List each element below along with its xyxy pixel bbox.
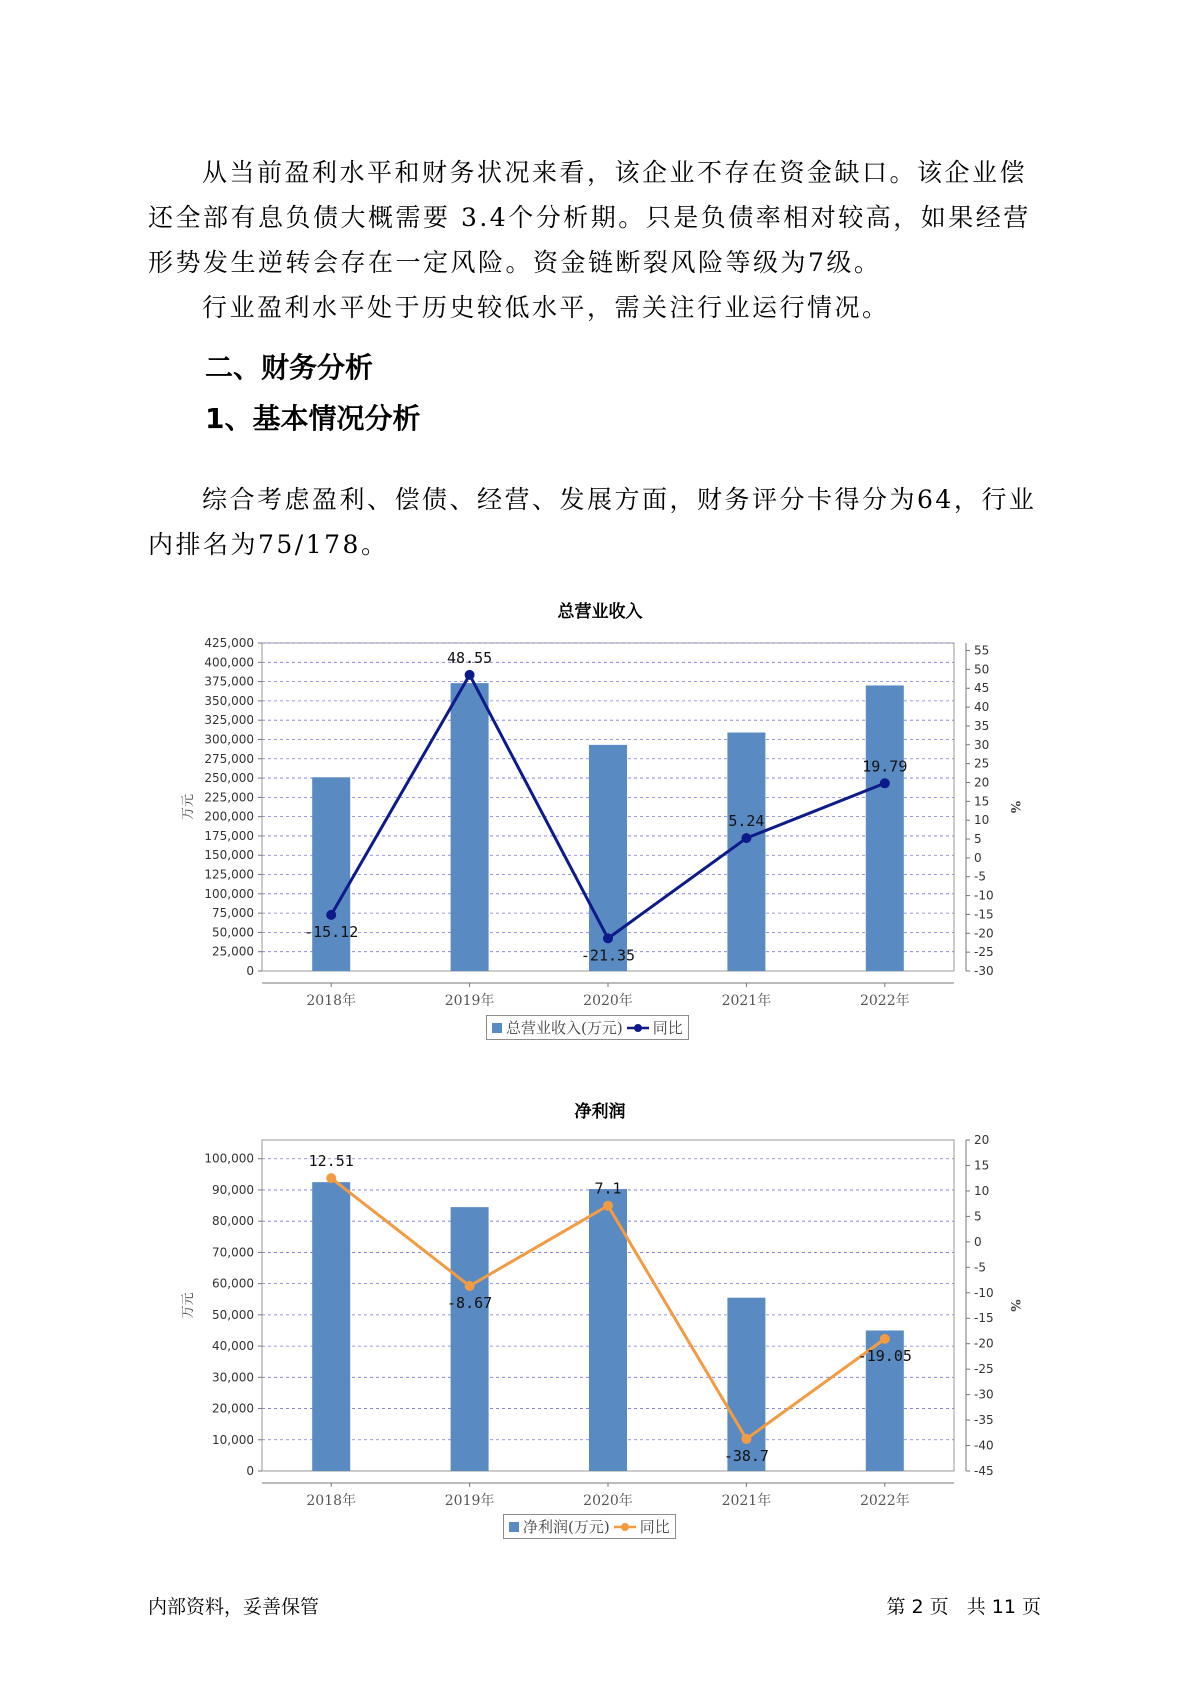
yoy-point <box>880 778 890 788</box>
y-tick-label: 40,000 <box>212 1339 254 1354</box>
yoy-data-label: -21.35 <box>580 946 636 965</box>
y2-tick-label: -10 <box>974 888 994 903</box>
y2-tick-label: 50 <box>974 662 990 677</box>
y2-axis-title: % <box>1007 1299 1022 1312</box>
y2-tick-label: -25 <box>974 1362 994 1377</box>
y-tick-label: 275,000 <box>204 751 254 766</box>
y2-tick-label: 20 <box>974 775 990 790</box>
y-axis-title: 万元 <box>181 793 196 821</box>
yoy-point <box>880 1334 890 1344</box>
bar <box>589 1189 627 1471</box>
y-tick-label: 200,000 <box>204 809 254 824</box>
y-tick-label: 25,000 <box>212 944 254 959</box>
y2-tick-label: -30 <box>974 1387 994 1402</box>
y-tick-label: 50,000 <box>212 925 254 940</box>
bar <box>312 777 350 971</box>
yoy-point <box>741 833 751 843</box>
y-tick-label: 150,000 <box>204 848 254 863</box>
y-tick-label: 400,000 <box>204 655 254 670</box>
bar <box>727 733 765 971</box>
x-tick-label: 2021年 <box>721 993 772 1009</box>
yoy-point <box>326 1173 336 1183</box>
yoy-data-label: -19.05 <box>857 1346 912 1365</box>
x-tick-label: 2020年 <box>583 1493 633 1509</box>
y-tick-label: 30,000 <box>212 1370 254 1385</box>
y-tick-label: 325,000 <box>204 713 254 728</box>
bar <box>866 685 904 971</box>
x-tick-label: 2022年 <box>859 993 910 1009</box>
y2-tick-label: 15 <box>974 1158 990 1173</box>
y2-tick-label: -15 <box>974 907 994 922</box>
y-tick-label: 20,000 <box>212 1401 254 1416</box>
legend-line-swatch <box>614 1521 636 1533</box>
y-tick-label: 225,000 <box>204 790 254 805</box>
legend-bar-label: 净利润(万元) <box>523 1518 610 1536</box>
y-tick-label: 10,000 <box>212 1432 254 1447</box>
section-heading: 二、财务分析 <box>205 351 374 384</box>
y2-tick-label: 20 <box>974 1133 990 1147</box>
legend-line-swatch <box>627 1022 649 1034</box>
bar <box>451 1207 489 1471</box>
y-tick-label: 425,000 <box>204 636 254 650</box>
y-tick-label: 50,000 <box>212 1307 254 1322</box>
yoy-data-label: 5.24 <box>728 812 765 831</box>
y2-axis-title: % <box>1007 800 1022 814</box>
y-tick-label: 0 <box>246 1464 254 1478</box>
y2-tick-label: 25 <box>974 756 990 771</box>
y2-tick-label: 35 <box>974 718 990 733</box>
y2-tick-label: 0 <box>974 1234 982 1249</box>
x-tick-label: 2019年 <box>444 1493 495 1509</box>
y-tick-label: 0 <box>246 964 254 978</box>
footer-note: 内部资料，妥善保管 <box>148 1596 320 1618</box>
y-tick-label: 350,000 <box>204 693 254 708</box>
yoy-data-label: 7.1 <box>594 1179 622 1198</box>
paragraph-score: 综合考虑盈利、偿债、经营、发展方面，财务评分卡得分为64，行业内排名为75/178。 <box>148 485 1037 559</box>
x-tick-label: 2021年 <box>721 1493 772 1509</box>
y-tick-label: 75,000 <box>212 906 254 921</box>
chart-2-title: 净利润 <box>574 1102 626 1122</box>
yoy-point <box>326 910 336 920</box>
y2-tick-label: -15 <box>974 1311 994 1326</box>
y2-tick-label: 10 <box>974 813 990 828</box>
y2-tick-label: 55 <box>974 643 990 658</box>
y-axis-title: 万元 <box>181 1292 196 1319</box>
y2-tick-label: -35 <box>974 1413 994 1428</box>
legend-bar-label: 总营业收入(万元) <box>506 1019 623 1037</box>
y2-tick-label: 45 <box>974 681 990 696</box>
yoy-point <box>603 933 613 943</box>
x-tick-label: 2018年 <box>306 1493 357 1509</box>
y-tick-label: 70,000 <box>212 1245 254 1260</box>
y-tick-label: 375,000 <box>204 674 254 689</box>
bar <box>451 683 489 971</box>
yoy-data-label: 48.55 <box>447 648 493 667</box>
y2-tick-label: 30 <box>974 737 990 752</box>
yoy-data-label: -15.12 <box>304 922 359 941</box>
y-tick-label: 100,000 <box>204 886 254 901</box>
y2-tick-label: -10 <box>974 1285 994 1300</box>
yoy-point <box>741 1434 751 1444</box>
x-tick-label: 2019年 <box>444 993 495 1009</box>
yoy-data-label: 12.51 <box>308 1152 354 1171</box>
x-tick-label: 2020年 <box>583 993 633 1009</box>
legend-line-label: 同比 <box>639 1518 670 1536</box>
y2-tick-label: 0 <box>974 850 982 865</box>
y-tick-label: 250,000 <box>204 771 254 786</box>
legend-bar-swatch <box>492 1023 502 1033</box>
legend-line-label: 同比 <box>652 1019 683 1037</box>
chart-2-legend <box>503 1514 676 1539</box>
y2-tick-label: -20 <box>974 1336 994 1351</box>
y-tick-label: 60,000 <box>212 1276 254 1291</box>
yoy-data-label: -8.67 <box>447 1293 493 1312</box>
yoy-point <box>465 1281 475 1291</box>
chart-1-legend <box>486 1015 689 1040</box>
y2-tick-label: -40 <box>974 1438 994 1453</box>
x-tick-label: 2018年 <box>306 993 357 1009</box>
yoy-point <box>603 1201 613 1211</box>
yoy-data-label: -38.7 <box>723 1446 769 1465</box>
paragraph-funding: 从当前盈利水平和财务状况来看，该企业不存在资金缺口。该企业偿还全部有息负债大概需要 3.4个分析期。只是负债率相对较高，如果经营形势发生逆转会存在一定风险。资金链断裂风险等级为7级。 <box>148 158 1031 277</box>
y-tick-label: 100,000 <box>204 1151 254 1166</box>
y2-tick-label: 15 <box>974 794 990 809</box>
y2-tick-label: 10 <box>974 1183 990 1198</box>
y2-tick-label: 40 <box>974 700 990 715</box>
bar <box>727 1298 765 1471</box>
page-number: 第 2 页 共 11 页 <box>886 1596 1041 1618</box>
y2-tick-label: -30 <box>974 964 994 978</box>
chart-1-title: 总营业收入 <box>557 602 643 622</box>
y-tick-label: 300,000 <box>204 732 254 747</box>
legend-bar-swatch <box>509 1522 519 1532</box>
y2-tick-label: -5 <box>974 869 986 884</box>
y2-tick-label: -20 <box>974 926 994 941</box>
paragraph-industry: 行业盈利水平处于历史较低水平，需关注行业运行情况。 <box>202 293 890 322</box>
y-tick-label: 125,000 <box>204 867 254 882</box>
y2-tick-label: -25 <box>974 945 994 960</box>
subsection-heading: 1、基本情况分析 <box>205 402 421 435</box>
y-tick-label: 80,000 <box>212 1214 254 1229</box>
yoy-point <box>465 670 475 680</box>
x-tick-label: 2022年 <box>859 1493 910 1509</box>
y2-tick-label: -45 <box>974 1464 994 1478</box>
y-tick-label: 90,000 <box>212 1182 254 1197</box>
y2-tick-label: 5 <box>974 1209 982 1224</box>
y2-tick-label: 5 <box>974 832 982 847</box>
y2-tick-label: -5 <box>974 1260 986 1275</box>
yoy-data-label: 19.79 <box>862 757 908 776</box>
bar <box>312 1182 350 1471</box>
y-tick-label: 175,000 <box>204 828 254 843</box>
